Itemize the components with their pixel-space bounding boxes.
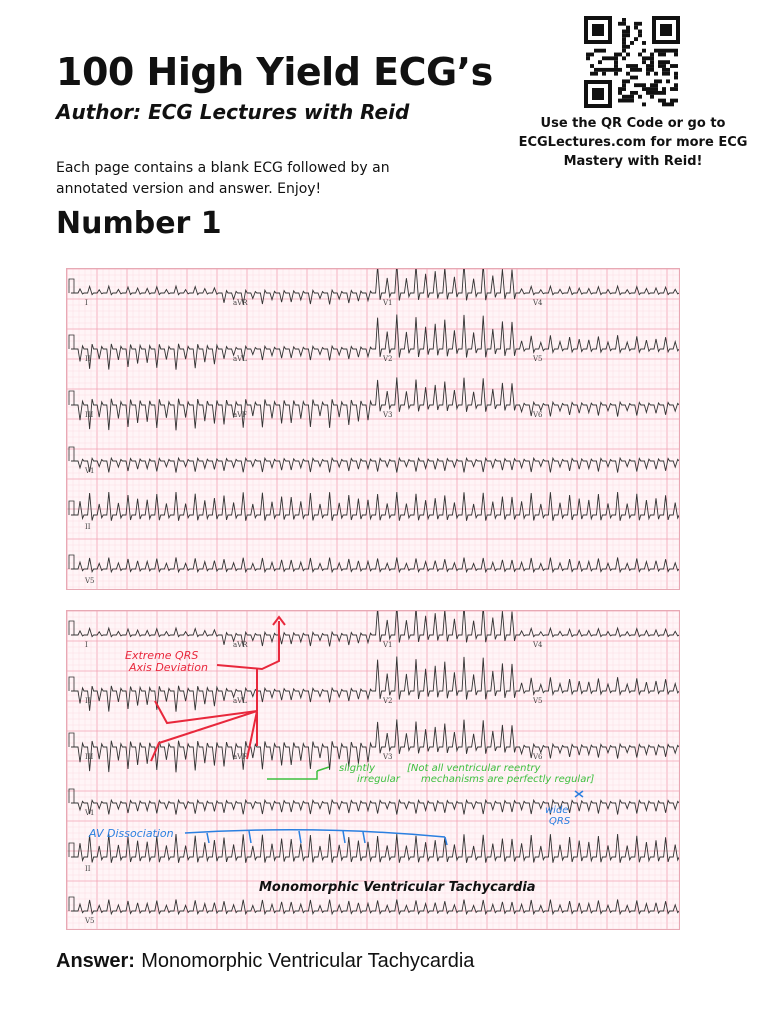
lead-label: aVF	[233, 411, 248, 419]
lead-label: V4	[533, 299, 543, 307]
lead-label: III	[85, 753, 94, 761]
lead-label: V5	[533, 355, 543, 363]
author-line: Author: ECG Lectures with Reid	[56, 100, 410, 124]
lead-label: V1	[85, 809, 95, 817]
lead-label: V1	[383, 299, 393, 307]
lead-label: V6	[533, 753, 543, 761]
answer-value: Monomorphic Ventricular Tachycardia	[141, 950, 475, 972]
wide-qrs-annotation: wide QRS	[545, 805, 571, 827]
lead-label: V1	[85, 467, 95, 475]
page-title: 100 High Yield ECG’s	[56, 50, 493, 94]
qr-caption: Use the QR Code or go to ECGLectures.com for more ECG Mastery with Reid!	[518, 116, 748, 169]
lead-label: V5	[533, 697, 543, 705]
ecg-blank	[66, 268, 680, 590]
lead-label: II	[85, 697, 91, 705]
lead-label: V2	[383, 697, 393, 705]
case-number: Number 1	[56, 206, 222, 241]
answer-line	[56, 948, 474, 973]
lead-label: I	[85, 299, 88, 307]
lead-label: I	[85, 641, 88, 649]
irregular-annotation: slightly irregular	[339, 763, 400, 785]
lead-label: II	[85, 523, 91, 531]
lead-label: III	[85, 411, 94, 419]
av-dissociation-annotation: AV Dissociation	[89, 827, 174, 840]
ecg-annotated-svg	[67, 611, 679, 929]
lead-label: aVL	[233, 355, 247, 363]
lead-label: aVR	[233, 299, 248, 307]
lead-label: aVR	[233, 641, 248, 649]
ecg-blank-svg	[67, 269, 679, 589]
lead-label: V3	[383, 753, 393, 761]
intro-text: Each page contains a blank ECG followed by an annotated version and answer. Enjoy!	[56, 160, 390, 197]
lead-label: V3	[383, 411, 393, 419]
lead-label: V2	[383, 355, 393, 363]
lead-label: II	[85, 865, 91, 873]
lead-label: V6	[533, 411, 543, 419]
axis-annotation: Extreme QRS Axis Deviation	[125, 649, 208, 674]
lead-label: V4	[533, 641, 543, 649]
ecg-annotated	[66, 610, 680, 930]
reentry-note: [Not all ventricular reentry mechanisms are perfectly regular]	[407, 763, 595, 785]
diagnosis-annotation: Monomorphic Ventricular Tachycardia	[259, 880, 536, 895]
lead-label: V5	[85, 577, 95, 585]
lead-label: II	[85, 355, 91, 363]
lead-label: V1	[383, 641, 393, 649]
qr-code-icon[interactable]	[582, 16, 682, 108]
lead-label: aVF	[233, 753, 248, 761]
lead-label: V5	[85, 917, 95, 925]
answer-label: Answer:	[56, 950, 135, 972]
lead-label: aVL	[233, 697, 247, 705]
